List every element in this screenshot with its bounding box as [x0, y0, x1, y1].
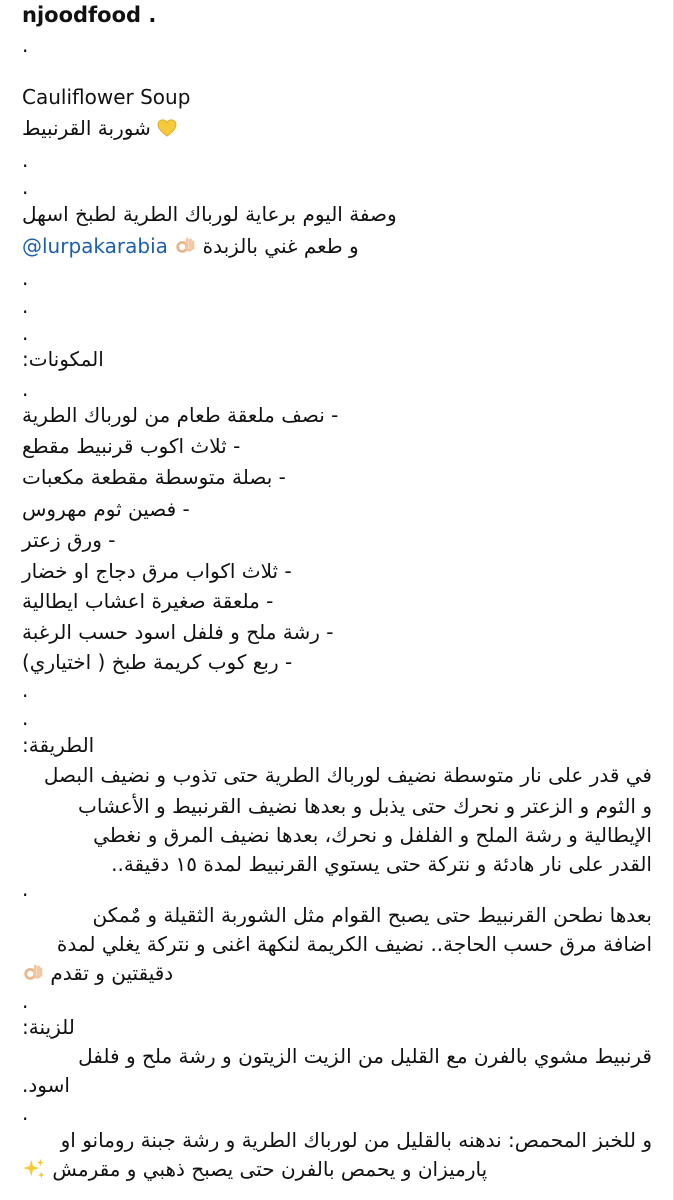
ok-hand-icon — [174, 235, 196, 257]
sparkles-icon — [22, 1158, 46, 1180]
separator-dot: . — [22, 989, 29, 1013]
ingredient-item: - ثلاث اكواب مرق دجاج او خضار — [22, 559, 292, 583]
ingredient-item: - رشة ملح و فلفل اسود حسب الرغبة — [22, 620, 334, 644]
separator-dot: . — [22, 706, 29, 730]
recipe-title-arabic-line — [22, 113, 652, 144]
ingredients-heading: المكونات: — [22, 347, 104, 371]
username[interactable]: njoodfood . — [22, 3, 157, 27]
method-paragraph-line: القدر على نار هادئة و نتركة حتى يستوي القرنبيط لمدة ١٥ دقيقة.. — [111, 852, 652, 876]
separator-dot: . — [22, 877, 29, 901]
separator-dot: . — [22, 294, 29, 318]
separator-dot: . — [22, 33, 29, 57]
method-paragraph-line: الإيطالية و رشة الملح و الفلفل و نحرك، بعدها نضيف المرق و نغطي — [93, 823, 652, 847]
separator-dot: . — [22, 1101, 29, 1125]
ingredient-item: - ورق زعتر — [22, 528, 116, 552]
method-paragraph-line: اضافة مرق حسب الحاجة.. نضيف الكريمة لنكهة اغنى و نتركة يغلي لمدة — [56, 932, 652, 956]
ok-hand-icon — [22, 962, 44, 984]
ingredient-item: - ثلاث اكوب قرنبيط مقطع — [22, 434, 241, 458]
separator-dot: . — [22, 266, 29, 290]
method-paragraph-line: دقيقتين و تقدم — [22, 958, 652, 989]
bread-line: پارميزان و يحمص بالفرن حتى يصبح ذهبي و مقرمش — [22, 1154, 652, 1185]
garnish-heading: للزينة: — [22, 1015, 75, 1039]
garnish-line: قرنبيط مشوي بالفرن مع القليل من الزيت الزيتون و رشة ملح و فلفل — [78, 1044, 652, 1068]
garnish-line: اسود. — [22, 1073, 70, 1097]
ingredient-item: - ربع كوب كريمة طبخ ( اختياري) — [22, 650, 293, 674]
method-heading: الطريقة: — [22, 733, 95, 757]
yellow-heart-icon — [157, 119, 177, 137]
intro-line-1: وصفة اليوم برعاية لورباك الطرية لطبخ اسهل — [22, 202, 397, 226]
intro-line-2 — [22, 231, 652, 262]
method-paragraph-line: و الثوم و الزعتر و نحرك حتى يذبل و بعدها نضيف القرنبيط و الأعشاب — [78, 794, 652, 818]
ingredient-item: - فصين ثوم مهروس — [22, 497, 190, 521]
recipe-title-arabic: شوربة القرنبيط — [22, 116, 151, 140]
method-paragraph-line: بعدها نطحن القرنبيط حتى يصبح القوام مثل الشوربة الثقيلة و مٌمكن — [92, 903, 652, 927]
recipe-title-english: Cauliflower Soup — [22, 85, 191, 109]
bread-line: و للخبز المحمص: ندهنه بالقليل من لورباك الطرية و رشة جبنة رومانو او — [60, 1128, 652, 1152]
ingredient-item: - نصف ملعقة طعام من لورباك الطرية — [22, 403, 339, 427]
separator-dot: . — [22, 678, 29, 702]
mention-link[interactable]: @lurpakarabia — [22, 234, 168, 258]
intro-line-2-text: و طعم غني بالزبدة — [202, 234, 359, 258]
separator-dot: . — [22, 148, 29, 172]
separator-dot: . — [22, 377, 29, 401]
ingredient-item: - ملعقة صغيرة اعشاب ايطالية — [22, 589, 274, 613]
separator-dot: . — [22, 175, 29, 199]
method-paragraph-line: في قدر على نار متوسطة نضيف لورباك الطرية حتى تذوب و نضيف البصل — [43, 763, 652, 787]
separator-dot: . — [22, 321, 29, 345]
ingredient-item: - بصلة متوسطة مقطعة مكعبات — [22, 465, 286, 489]
